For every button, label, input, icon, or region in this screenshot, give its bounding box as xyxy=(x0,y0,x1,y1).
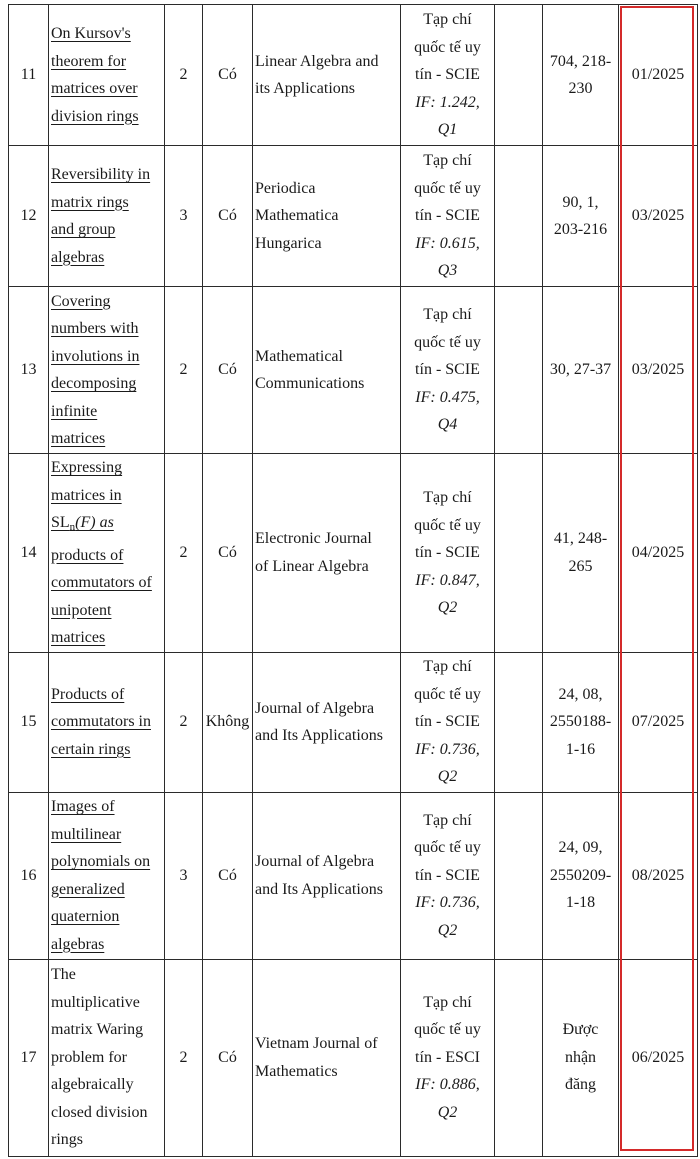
paper-title-link[interactable]: Images of xyxy=(51,798,115,815)
paper-title-link[interactable]: Expressing xyxy=(51,459,123,476)
paper-title[interactable] xyxy=(49,652,165,792)
paper-title-link[interactable]: quaternion xyxy=(51,908,120,925)
author-count: 2 xyxy=(165,959,203,1156)
journal-line: Vietnam Journal of xyxy=(255,1035,378,1052)
paper-title-text: matrix Waring xyxy=(51,1021,144,1039)
paper-title[interactable] xyxy=(49,146,165,287)
volume-line: 230 xyxy=(568,80,593,97)
row-number: 12 xyxy=(9,146,49,287)
impact-factor: IF: 1.242, xyxy=(415,93,480,111)
table-row xyxy=(9,5,698,146)
paper-title-link[interactable]: commutators of xyxy=(51,574,152,591)
journal-name xyxy=(253,5,401,146)
paper-title-text: rings xyxy=(51,1131,83,1149)
row-number: 13 xyxy=(9,287,49,454)
journal-line: Linear Algebra and xyxy=(255,52,379,70)
journal-line: Communications xyxy=(255,375,365,392)
paper-title-link[interactable]: theorem for xyxy=(51,52,127,70)
journal-name xyxy=(253,146,401,287)
main-author-flag: Có xyxy=(203,287,253,454)
empty-cell xyxy=(495,792,543,959)
type-line: Tạp chí xyxy=(423,811,472,829)
type-line: tín - SCIE xyxy=(415,713,480,731)
journal-line: Journal of Algebra xyxy=(255,699,375,717)
volume-pages xyxy=(543,287,619,454)
type-line: Tạp chí xyxy=(423,152,472,170)
paper-title-link[interactable]: division rings xyxy=(51,107,139,125)
volume-line: đăng xyxy=(564,1076,597,1094)
empty-cell xyxy=(495,959,543,1156)
table-row xyxy=(9,287,698,454)
publication-date: 03/2025 xyxy=(619,287,698,454)
volume-line: 24, 08, xyxy=(558,685,603,703)
impact-factor: IF: 0.886, xyxy=(415,1076,480,1094)
sl-field-suffix: (F) as xyxy=(75,514,114,531)
quartile: Q4 xyxy=(437,416,458,434)
author-count: 3 xyxy=(165,792,203,959)
paper-title-link[interactable]: Reversibility in xyxy=(51,166,151,183)
journal-type xyxy=(401,792,495,959)
volume-line: nhận xyxy=(564,1048,597,1066)
journal-line: Hungarica xyxy=(255,234,322,252)
journal-line: its Applications xyxy=(255,80,355,97)
impact-factor: IF: 0.736, xyxy=(415,740,480,758)
main-author-flag: Có xyxy=(203,454,253,653)
paper-title-link[interactable]: commutators in xyxy=(51,713,151,731)
table-row xyxy=(9,792,698,959)
type-line: tín - SCIE xyxy=(415,866,480,884)
paper-title-link[interactable]: multilinear xyxy=(51,825,122,843)
volume-pages xyxy=(543,5,619,146)
empty-cell xyxy=(495,146,543,287)
paper-title xyxy=(49,959,165,1156)
paper-title-link[interactable]: certain rings xyxy=(51,740,131,758)
journal-line: Mathematics xyxy=(255,1062,338,1080)
journal-type xyxy=(401,959,495,1156)
author-count: 2 xyxy=(165,454,203,653)
empty-cell xyxy=(495,5,543,146)
paper-title-link[interactable]: polynomials on xyxy=(51,853,151,870)
volume-pages xyxy=(543,959,619,1156)
type-line: Tạp chí xyxy=(423,489,472,506)
type-line: tín - ESCI xyxy=(415,1048,480,1066)
paper-title-link[interactable]: algebras xyxy=(51,935,105,953)
type-line: quốc tế uy xyxy=(414,1021,481,1039)
main-author-flag: Không xyxy=(203,652,253,792)
volume-pages xyxy=(543,652,619,792)
journal-name xyxy=(253,959,401,1156)
paper-title-link[interactable]: numbers with xyxy=(51,320,139,337)
paper-title[interactable] xyxy=(49,287,165,454)
journal-line: and Its Applications xyxy=(255,880,383,898)
type-line: Tạp chí xyxy=(423,11,472,29)
paper-title-link[interactable]: infinite xyxy=(51,402,98,420)
row-number: 11 xyxy=(9,5,49,146)
volume-line: Được xyxy=(562,1021,599,1039)
type-line: tín - SCIE xyxy=(415,544,480,561)
main-author-flag: Có xyxy=(203,792,253,959)
quartile: Q3 xyxy=(437,262,458,280)
volume-line: 704, 218- xyxy=(549,52,612,70)
impact-factor: IF: 0.847, xyxy=(415,571,480,589)
quartile: Q2 xyxy=(437,599,458,616)
volume-pages xyxy=(543,792,619,959)
paper-title[interactable] xyxy=(49,454,165,653)
journal-line: Periodica xyxy=(255,179,316,197)
publication-date: 03/2025 xyxy=(619,146,698,287)
journal-type xyxy=(401,454,495,653)
paper-title-text: closed division xyxy=(51,1103,148,1121)
volume-line: 2550188- xyxy=(549,713,612,731)
volume-line: 90, 1, xyxy=(562,193,599,211)
volume-line: 1-16 xyxy=(565,740,596,758)
type-line: Tạp chí xyxy=(423,993,472,1011)
paper-title-text: algebraically xyxy=(51,1076,134,1094)
author-count: 2 xyxy=(165,287,203,454)
publication-date: 04/2025 xyxy=(619,454,698,653)
table-row xyxy=(9,146,698,287)
impact-factor: IF: 0.475, xyxy=(415,388,480,406)
journal-name xyxy=(253,287,401,454)
paper-title-link[interactable]: matrix rings xyxy=(51,193,129,211)
paper-title-link[interactable]: products of xyxy=(51,546,124,564)
paper-title-link[interactable]: and group xyxy=(51,221,116,238)
paper-title[interactable] xyxy=(49,792,165,959)
type-line: quốc tế uy xyxy=(414,333,481,351)
journal-line: Mathematical xyxy=(255,347,343,365)
paper-title-link[interactable]: decomposing xyxy=(51,375,137,392)
volume-line: 265 xyxy=(568,557,593,575)
type-line: tín - SCIE xyxy=(415,66,480,84)
type-line: Tạp chí xyxy=(423,658,472,676)
volume-line: 2550209- xyxy=(549,866,612,884)
type-line: quốc tế uy xyxy=(414,839,481,857)
paper-title-link[interactable]: matrices xyxy=(51,430,106,447)
empty-cell xyxy=(495,652,543,792)
type-line: quốc tế uy xyxy=(414,685,481,703)
paper-title[interactable] xyxy=(49,5,165,146)
row-number: 17 xyxy=(9,959,49,1156)
publication-date: 08/2025 xyxy=(619,792,698,959)
author-count: 3 xyxy=(165,146,203,287)
paper-title-text: The xyxy=(51,966,76,984)
journal-type xyxy=(401,652,495,792)
impact-factor: IF: 0.615, xyxy=(415,234,480,252)
main-author-flag: Có xyxy=(203,5,253,146)
journal-line: Journal of Algebra xyxy=(255,853,375,870)
paper-title-link[interactable]: Products of xyxy=(51,685,125,703)
row-number: 15 xyxy=(9,652,49,792)
publication-date: 01/2025 xyxy=(619,5,698,146)
type-line: Tạp chí xyxy=(423,306,472,324)
publication-table xyxy=(8,4,698,1157)
paper-title-link[interactable]: matrices over xyxy=(51,80,138,97)
journal-type xyxy=(401,5,495,146)
paper-title-text: problem for xyxy=(51,1048,127,1066)
paper-title-link[interactable]: matrices xyxy=(51,629,106,646)
impact-factor: IF: 0.736, xyxy=(415,894,480,912)
table-row xyxy=(9,959,698,1156)
type-line: tín - SCIE xyxy=(415,361,480,379)
type-line: quốc tế uy xyxy=(414,516,481,534)
paper-title-link[interactable]: algebras xyxy=(51,248,105,266)
volume-line: 1-18 xyxy=(565,894,596,912)
paper-title-link[interactable]: matrices in xyxy=(51,486,122,504)
volume-line: 24, 09, xyxy=(558,839,603,857)
empty-cell xyxy=(495,287,543,454)
paper-title-link[interactable]: generalized xyxy=(51,880,125,898)
volume-pages xyxy=(543,454,619,653)
paper-title-link[interactable]: Covering xyxy=(51,292,111,310)
publication-table-container xyxy=(8,4,700,1157)
journal-name xyxy=(253,792,401,959)
quartile: Q2 xyxy=(437,768,458,786)
paper-title-link[interactable]: unipotent xyxy=(51,601,112,619)
row-number: 14 xyxy=(9,454,49,653)
journal-line: and Its Applications xyxy=(255,727,383,744)
quartile: Q1 xyxy=(437,121,458,139)
sl-group-label: SL xyxy=(51,514,70,531)
publication-date: 06/2025 xyxy=(619,959,698,1156)
quartile: Q2 xyxy=(437,1103,458,1121)
type-line: quốc tế uy xyxy=(414,179,481,197)
type-line: quốc tế uy xyxy=(414,38,481,56)
journal-type xyxy=(401,146,495,287)
author-count: 2 xyxy=(165,5,203,146)
main-author-flag: Có xyxy=(203,959,253,1156)
paper-title-text: multiplicative xyxy=(51,993,140,1011)
publication-date: 07/2025 xyxy=(619,652,698,792)
table-row xyxy=(9,454,698,653)
journal-name xyxy=(253,454,401,653)
paper-title-link[interactable]: On Kursov's xyxy=(51,25,131,42)
main-author-flag: Có xyxy=(203,146,253,287)
author-count: 2 xyxy=(165,652,203,792)
paper-title-link[interactable]: involutions in xyxy=(51,347,140,365)
journal-line: of Linear Algebra xyxy=(255,557,369,575)
sl-subscript: n xyxy=(69,521,76,533)
volume-line: 41, 248- xyxy=(553,530,608,548)
paper-title-link[interactable] xyxy=(51,514,114,531)
journal-line: Mathematica xyxy=(255,207,339,225)
empty-cell xyxy=(495,454,543,653)
type-line: tín - SCIE xyxy=(415,207,480,225)
row-number: 16 xyxy=(9,792,49,959)
volume-line: 203-216 xyxy=(553,221,608,238)
journal-name xyxy=(253,652,401,792)
journal-line: Electronic Journal xyxy=(255,530,372,548)
volume-line: 30, 27-37 xyxy=(549,361,612,379)
table-row xyxy=(9,652,698,792)
journal-type xyxy=(401,287,495,454)
quartile: Q2 xyxy=(437,921,458,939)
volume-pages xyxy=(543,146,619,287)
